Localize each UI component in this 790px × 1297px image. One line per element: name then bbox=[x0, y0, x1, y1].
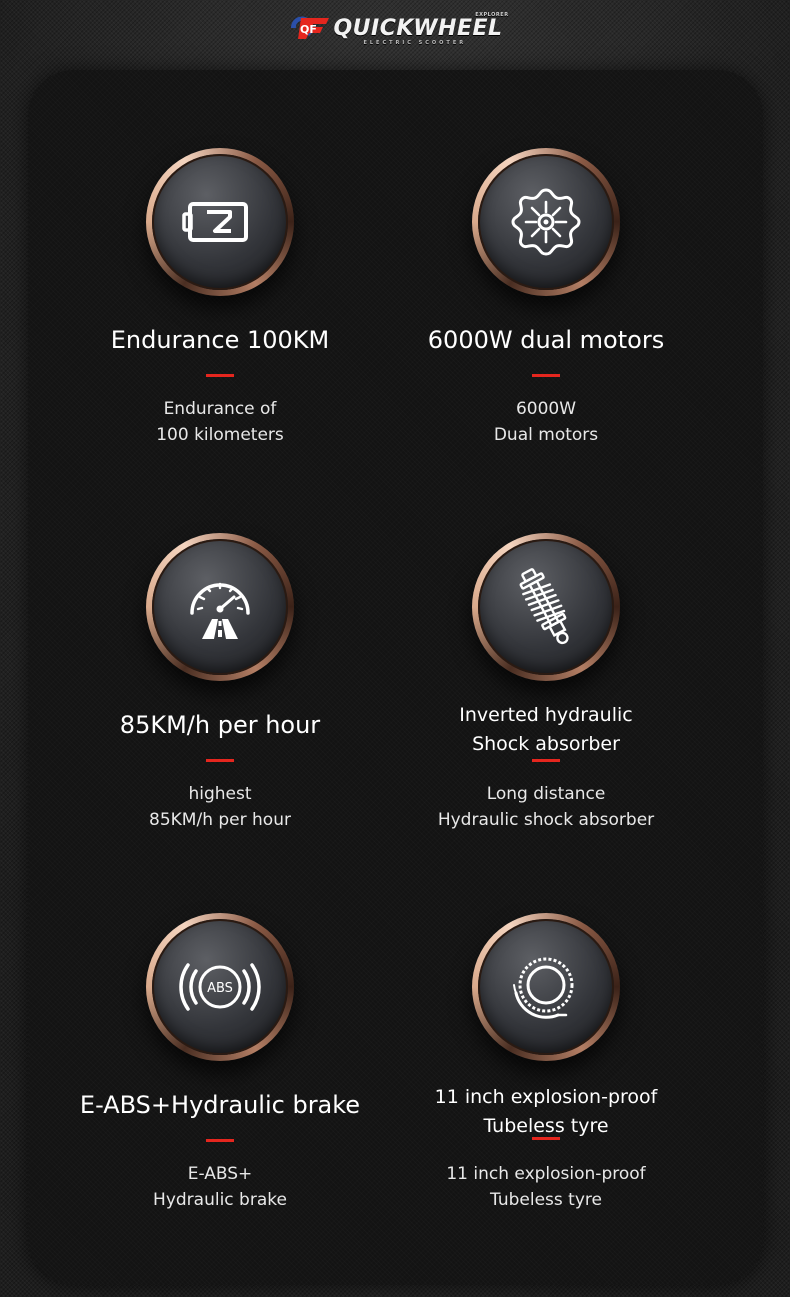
feature-title: 11 inch explosion-proof Tubeless tyre bbox=[434, 1086, 658, 1137]
accent-dash bbox=[206, 759, 234, 762]
feature-description: highest 85KM/h per hour bbox=[149, 784, 291, 830]
feature-title: 6000W dual motors bbox=[427, 326, 665, 354]
icon-badge bbox=[472, 148, 620, 296]
feature-title: E-ABS+Hydraulic brake bbox=[79, 1091, 361, 1119]
icon-badge bbox=[146, 913, 294, 1061]
icon-badge bbox=[472, 913, 620, 1061]
accent-dash bbox=[532, 759, 560, 762]
tyre-icon bbox=[500, 941, 592, 1033]
brand-tag: EXPLORER bbox=[475, 11, 509, 18]
brand-name: QUICKWHEEL ELECTRIC SCOOTER EXPLORER bbox=[333, 11, 509, 46]
qf-logo-icon bbox=[287, 14, 331, 42]
icon-badge bbox=[472, 533, 620, 681]
abs-label: ABS bbox=[207, 981, 233, 996]
feature-title: 85KM/h per hour bbox=[119, 711, 321, 739]
icon-badge bbox=[146, 533, 294, 681]
accent-dash bbox=[206, 374, 234, 377]
brand-subtitle: ELECTRIC SCOOTER bbox=[363, 39, 467, 46]
speedometer-icon bbox=[174, 561, 266, 653]
accent-dash bbox=[532, 374, 560, 377]
feature-description: Long distance Hydraulic shock absorber bbox=[437, 784, 655, 830]
feature-description: 11 inch explosion-proof Tubeless tyre bbox=[446, 1164, 646, 1210]
motor-gear-icon bbox=[500, 176, 592, 268]
abs-brake-icon bbox=[174, 941, 266, 1033]
features-panel bbox=[28, 70, 763, 1285]
brand-logo bbox=[0, 0, 790, 56]
feature-description: 6000W Dual motors bbox=[493, 399, 599, 445]
feature-description: E-ABS+ Hydraulic brake bbox=[153, 1164, 287, 1210]
icon-badge bbox=[146, 148, 294, 296]
accent-dash bbox=[206, 1139, 234, 1142]
logo-mark-text: QF bbox=[300, 23, 318, 36]
feature-title: Endurance 100KM bbox=[110, 326, 330, 354]
feature-description: Endurance of 100 kilometers bbox=[156, 399, 284, 445]
shock-absorber-icon bbox=[500, 561, 592, 653]
battery-icon bbox=[174, 176, 266, 268]
feature-title: Inverted hydraulic Shock absorber bbox=[459, 704, 633, 755]
accent-dash bbox=[532, 1137, 560, 1140]
